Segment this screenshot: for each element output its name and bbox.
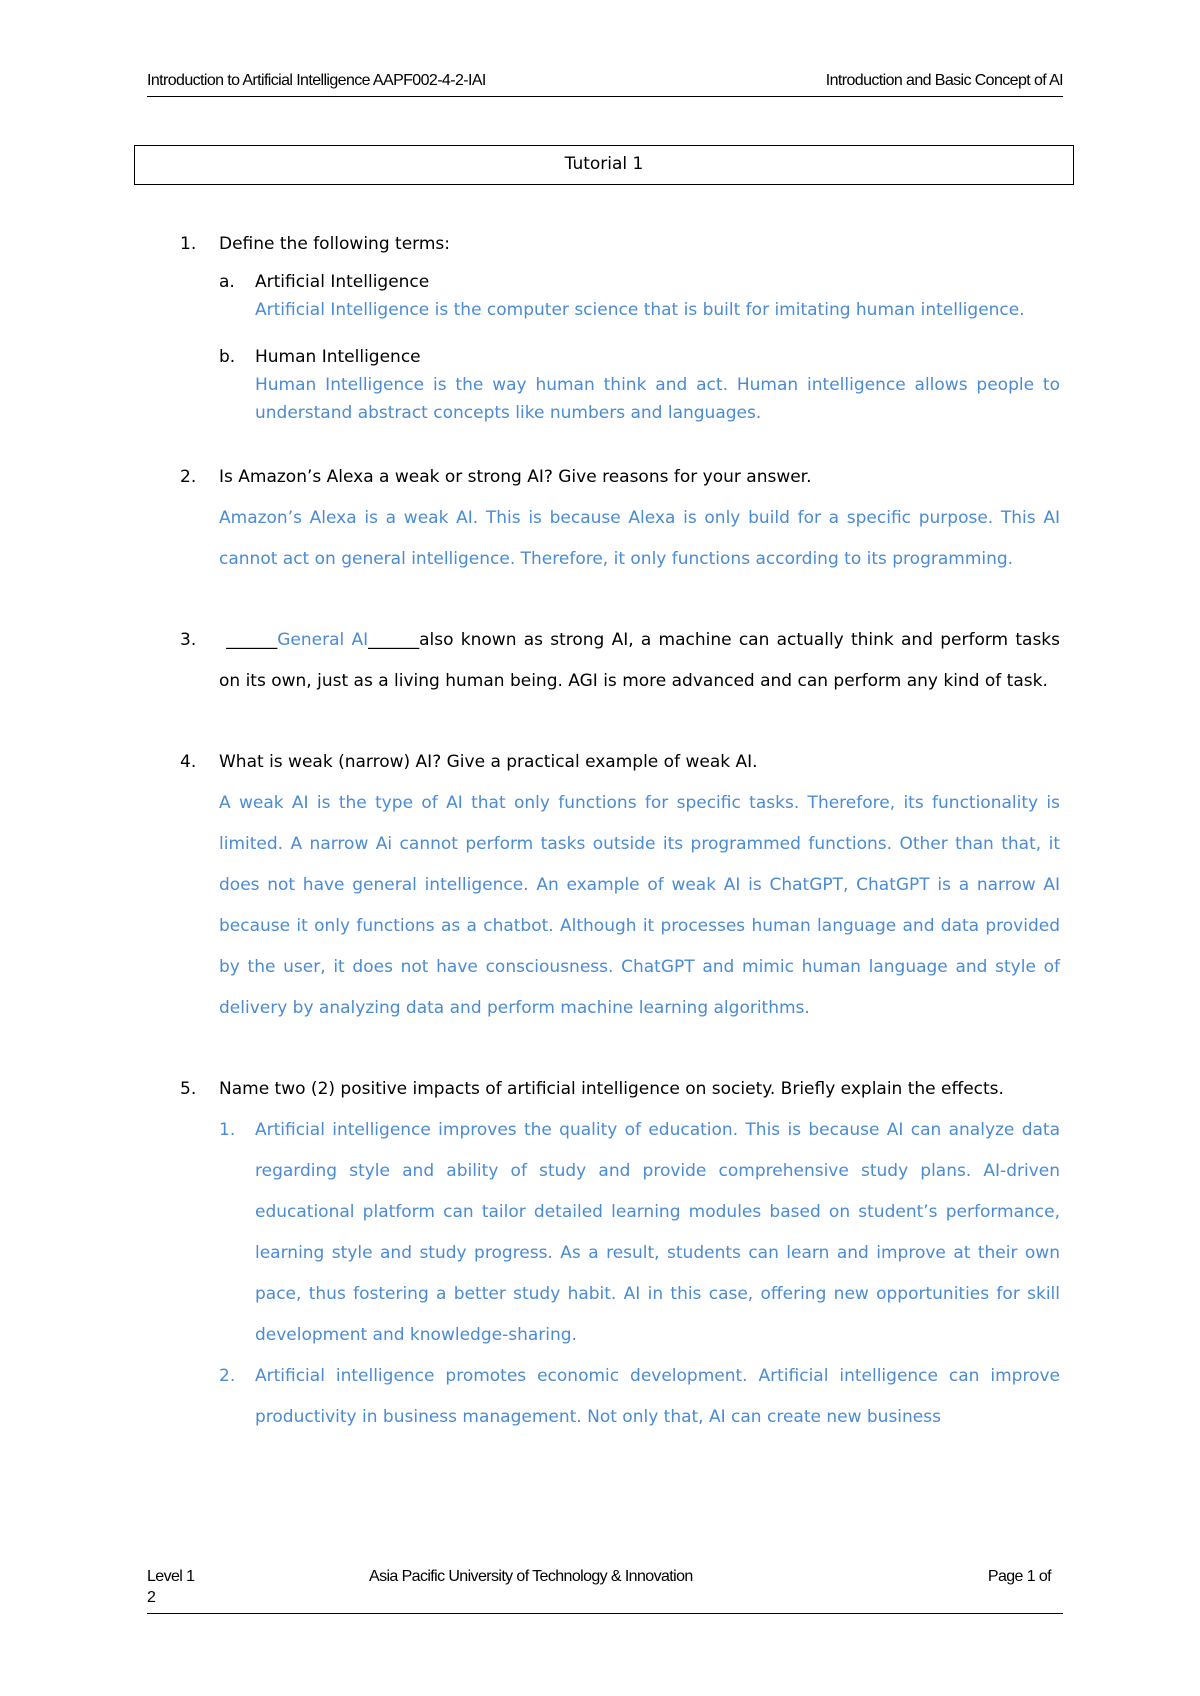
impact-item-1 xyxy=(219,1110,1060,1356)
answer-text: Artificial Intelligence is the computer science that is built for imitating human intelligence. xyxy=(255,300,1025,320)
question-number: 1. xyxy=(180,234,197,254)
answer-text: Artificial intelligence improves the quality of education. This is because AI can analyze data regarding style and ability of study and provide comprehensive study plans. AI-driven educational platform can tailor detailed learning modules based on student’s performance, learning style and study progress. As a result, students can learn and improve at their own pace, thus fostering a better study habit. AI in this case, offering new opportunities for skill development and knowledge-sharing. xyxy=(255,1120,1060,1345)
question-number: 5. xyxy=(180,1079,197,1099)
answer-text: Amazon’s Alexa is a weak AI. This is because Alexa is only build for a specific purpose. This AI cannot act on general intelligence. Therefore, it only functions according to its programming. xyxy=(219,508,1060,569)
sub-number: b. xyxy=(219,347,236,367)
blank-line: ______ xyxy=(368,630,420,650)
question-number: 3. xyxy=(180,630,197,650)
term-title: Human Intelligence xyxy=(255,347,421,367)
question-text: Name two (2) positive impacts of artificial intelligence on society. Briefly explain the effects. xyxy=(219,1079,1004,1099)
question-number: 2. xyxy=(180,467,197,487)
question-text: Define the following terms: xyxy=(219,234,450,254)
question-1 xyxy=(180,230,1060,258)
question-5 xyxy=(180,1069,1060,1110)
question-text: Is Amazon’s Alexa a weak or strong AI? Give reasons for your answer. xyxy=(219,467,812,487)
question-1b xyxy=(219,343,1060,427)
blank-line: ______ xyxy=(226,630,278,650)
header-course: Introduction to Artificial Intelligence AAPF002-4-2-IAI xyxy=(147,72,486,89)
answer-text: A weak AI is the type of AI that only functions for specific tasks. Therefore, its functionality is limited. A narrow Ai cannot perform tasks outside its programmed functions. Other than that, it does not have general intelligence. An example of weak AI is ChatGPT, ChatGPT is a narrow AI because it only functions as a chatbot. Although it processes human language and data provided by the user, it does not have consciousness. ChatGPT and mimic human language and style of delivery by analyzing data and perform machine learning algorithms. xyxy=(219,793,1060,1018)
document-body xyxy=(180,230,1060,1438)
footer-university: Asia Pacific University of Technology & Innovation xyxy=(369,1568,693,1585)
question-text: also known as strong AI, a machine can actually think and perform tasks on its own, just as a living human being. AGI is more advanced and can perform any kind of task. xyxy=(219,630,1061,691)
term-title: Artificial Intelligence xyxy=(255,272,430,292)
question-4 xyxy=(180,742,1060,1029)
page-footer xyxy=(147,1568,1063,1614)
item-number: 1. xyxy=(219,1120,236,1140)
sub-number: a. xyxy=(219,272,235,292)
tutorial-title: Tutorial 1 xyxy=(134,145,1074,185)
fill-answer: General AI xyxy=(277,630,369,650)
question-number: 4. xyxy=(180,752,197,772)
header-topic: Introduction and Basic Concept of AI xyxy=(825,72,1063,89)
impact-item-2 xyxy=(219,1356,1060,1438)
footer-page: Page 1 of xyxy=(987,1568,1051,1585)
question-1a xyxy=(219,268,1060,324)
answer-text: Human Intelligence is the way human think and act. Human intelligence allows people to understand abstract concepts like numbers and languages. xyxy=(255,375,1060,423)
footer-page-total: 2 xyxy=(147,1589,156,1606)
item-number: 2. xyxy=(219,1366,236,1386)
answer-text: Artificial intelligence promotes economic development. Artificial intelligence can improve productivity in business management. Not only that, AI can create new business xyxy=(255,1366,1060,1427)
question-text: What is weak (narrow) AI? Give a practical example of weak AI. xyxy=(219,752,758,772)
footer-level: Level 1 xyxy=(147,1568,195,1585)
question-2 xyxy=(180,457,1060,580)
page-header xyxy=(147,70,1063,97)
question-3 xyxy=(180,620,1060,702)
